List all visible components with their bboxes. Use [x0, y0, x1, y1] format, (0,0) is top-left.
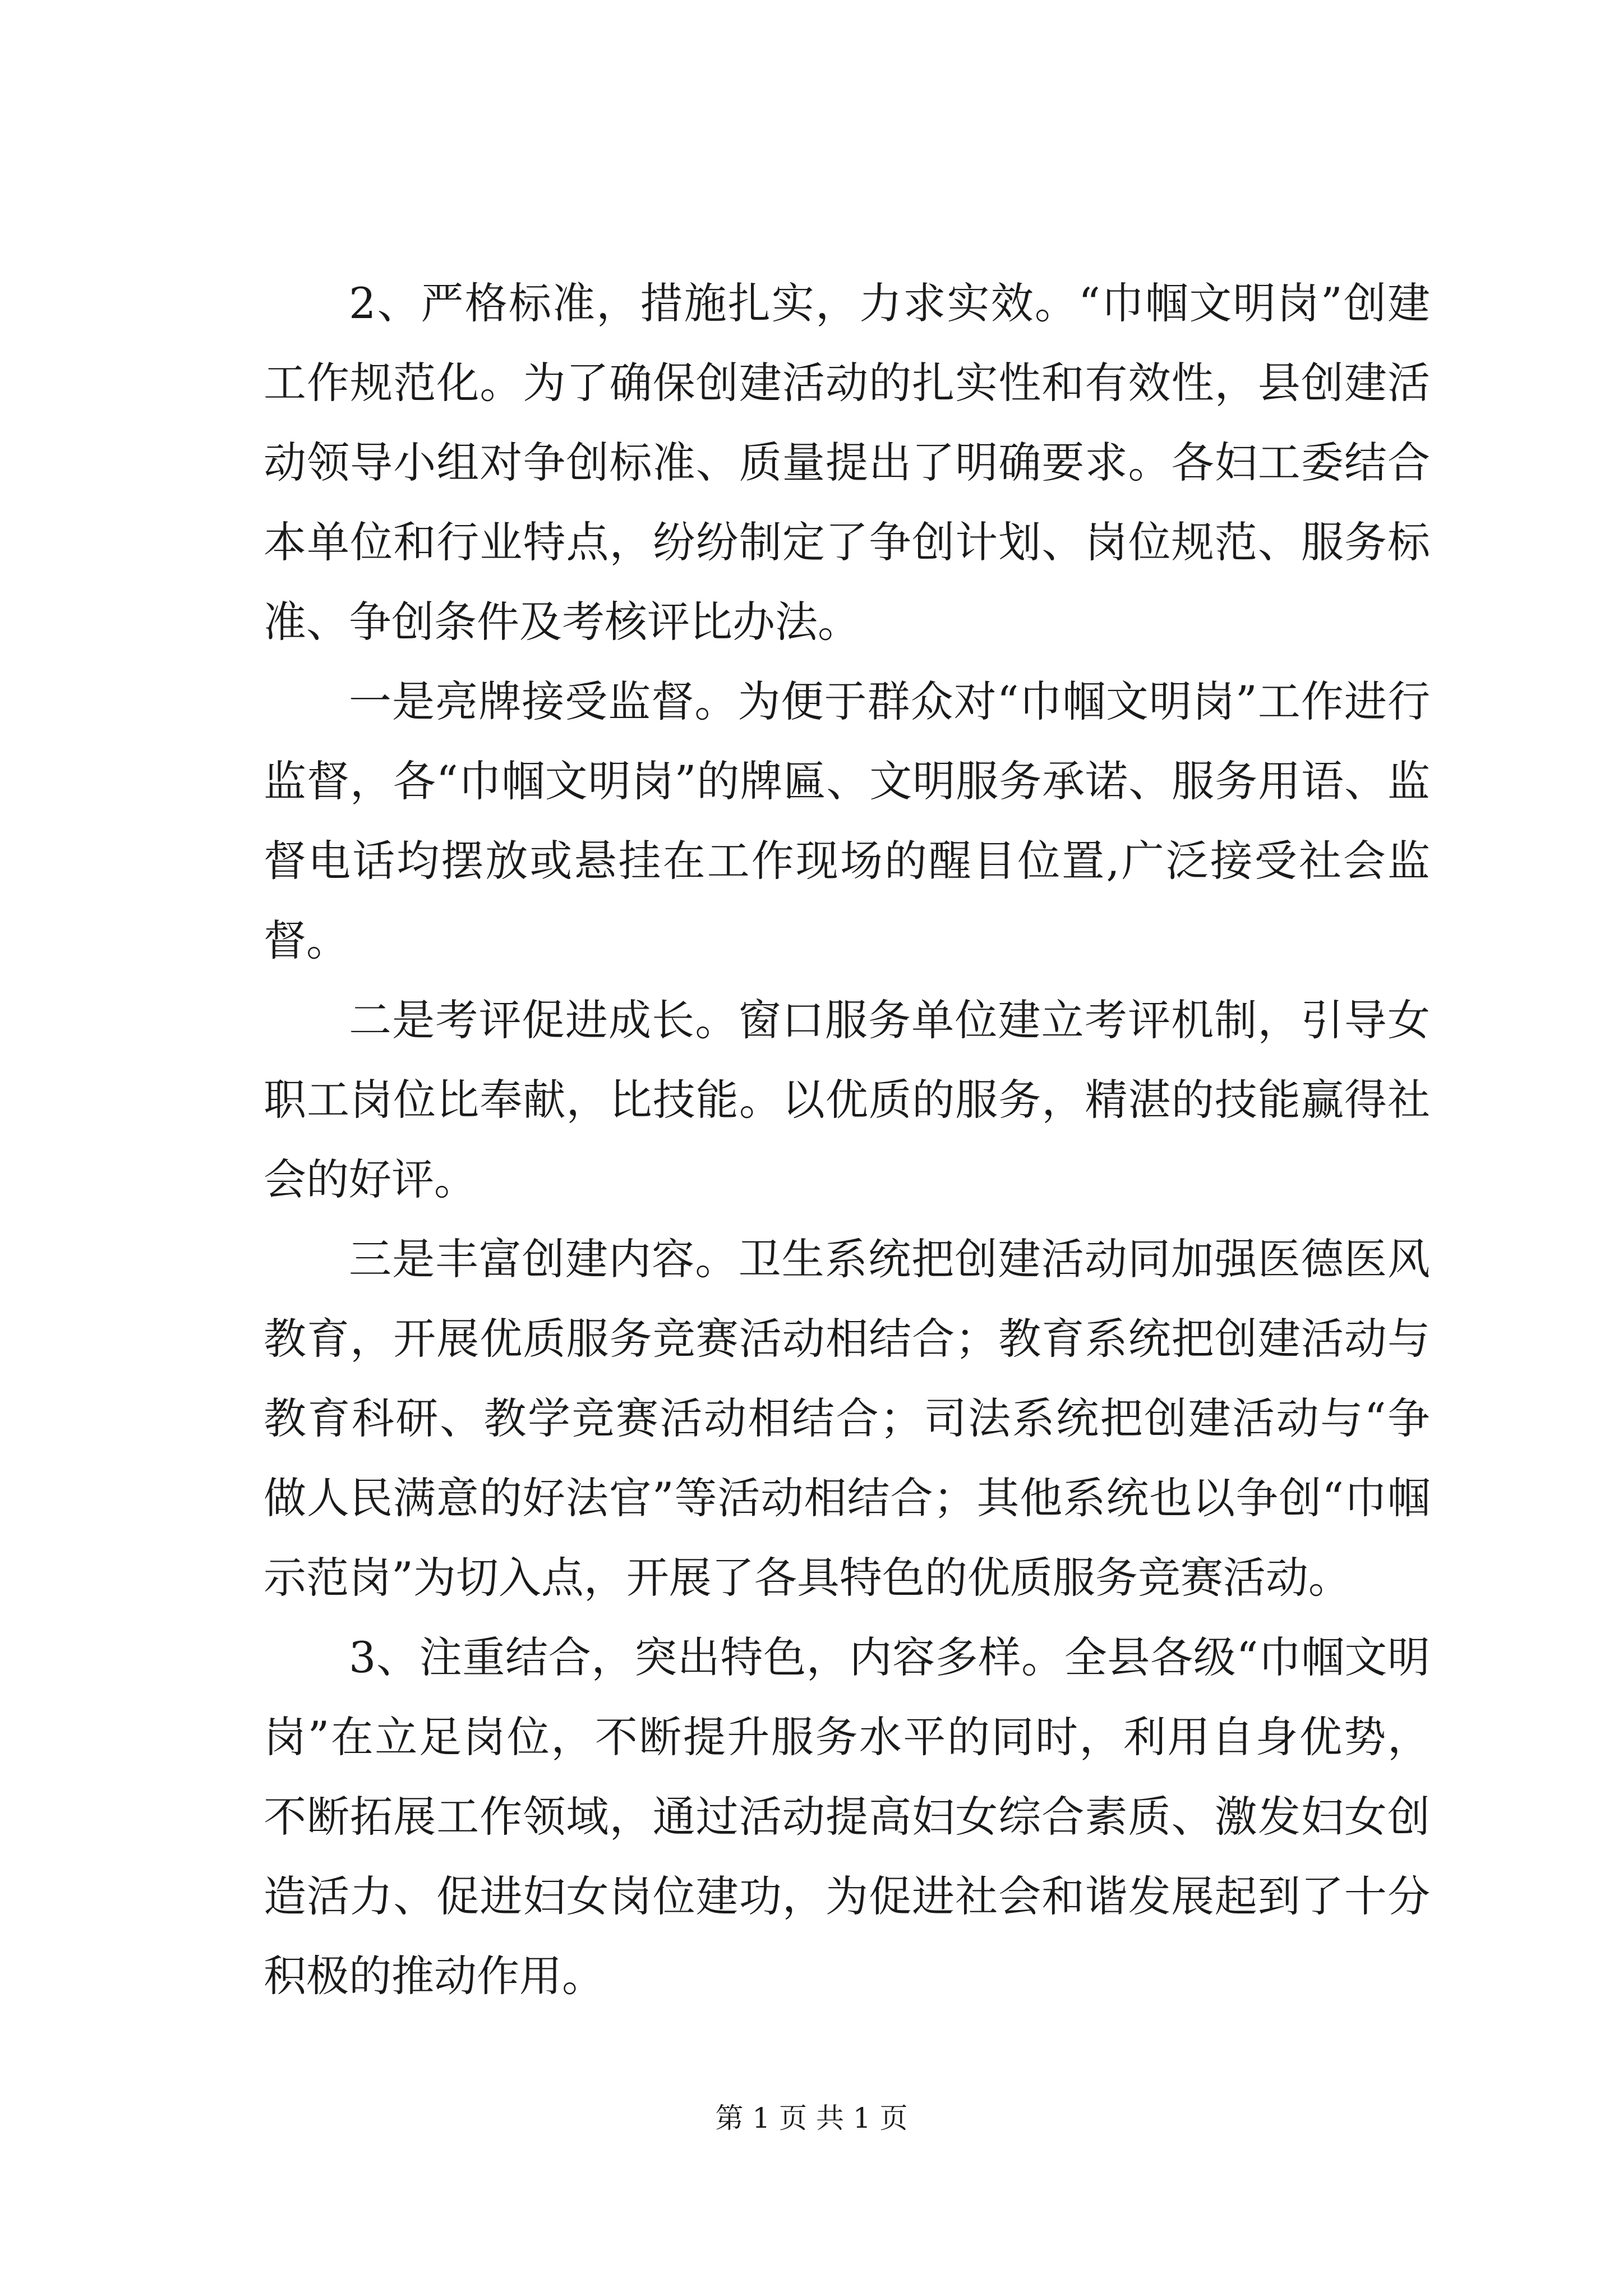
paragraph-3: 二是考评促进成长。窗口服务单位建立考评机制，引导女职工岗位比奉献，比技能。以优质的服务，精湛的技能赢得社会的好评。: [264, 995, 1430, 1204]
paragraph-5: 3、注重结合，突出特色，内容多样。全县各级“巾帼文明岗”在立足岗位，不断提升服务水平的同时，利用自身优势，不断拓展工作领域，通过活动提高妇女综合素质、激发妇女创造活力、促进妇女岗位建功，为促进社会和谐发展起到了十分积极的推动作用。: [264, 1632, 1430, 2001]
paragraph-4: 三是丰富创建内容。卫生系统把创建活动同加强医德医风教育，开展优质服务竞赛活动相结合；教育系统把创建活动与教育科研、教学竞赛活动相结合；司法系统把创建活动与“争做人民满意的好法官”等活动相结合；其他系统也以争创“巾帼示范岗”为切入点，开展了各具特色的优质服务竞赛活动。: [264, 1234, 1430, 1603]
document-body: [264, 264, 1430, 2016]
page-footer: 第 1 页 共 1 页: [715, 2102, 908, 2134]
paragraph-2: 一是亮牌接受监督。为便于群众对“巾帼文明岗”工作进行监督，各“巾帼文明岗”的牌匾、文明服务承诺、服务用语、监督电话均摆放或悬挂在工作现场的醒目位置,广泛接受社会监督。: [264, 677, 1430, 965]
paragraph-1: 2、严格标准，措施扎实，力求实效。“巾帼文明岗”创建工作规范化。为了确保创建活动的扎实性和有效性，县创建活动领导小组对争创标准、质量提出了明确要求。各妇工委结合本单位和行业特点，纷纷制定了争创计划、岗位规范、服务标准、争创条件及考核评比办法。: [264, 278, 1430, 647]
